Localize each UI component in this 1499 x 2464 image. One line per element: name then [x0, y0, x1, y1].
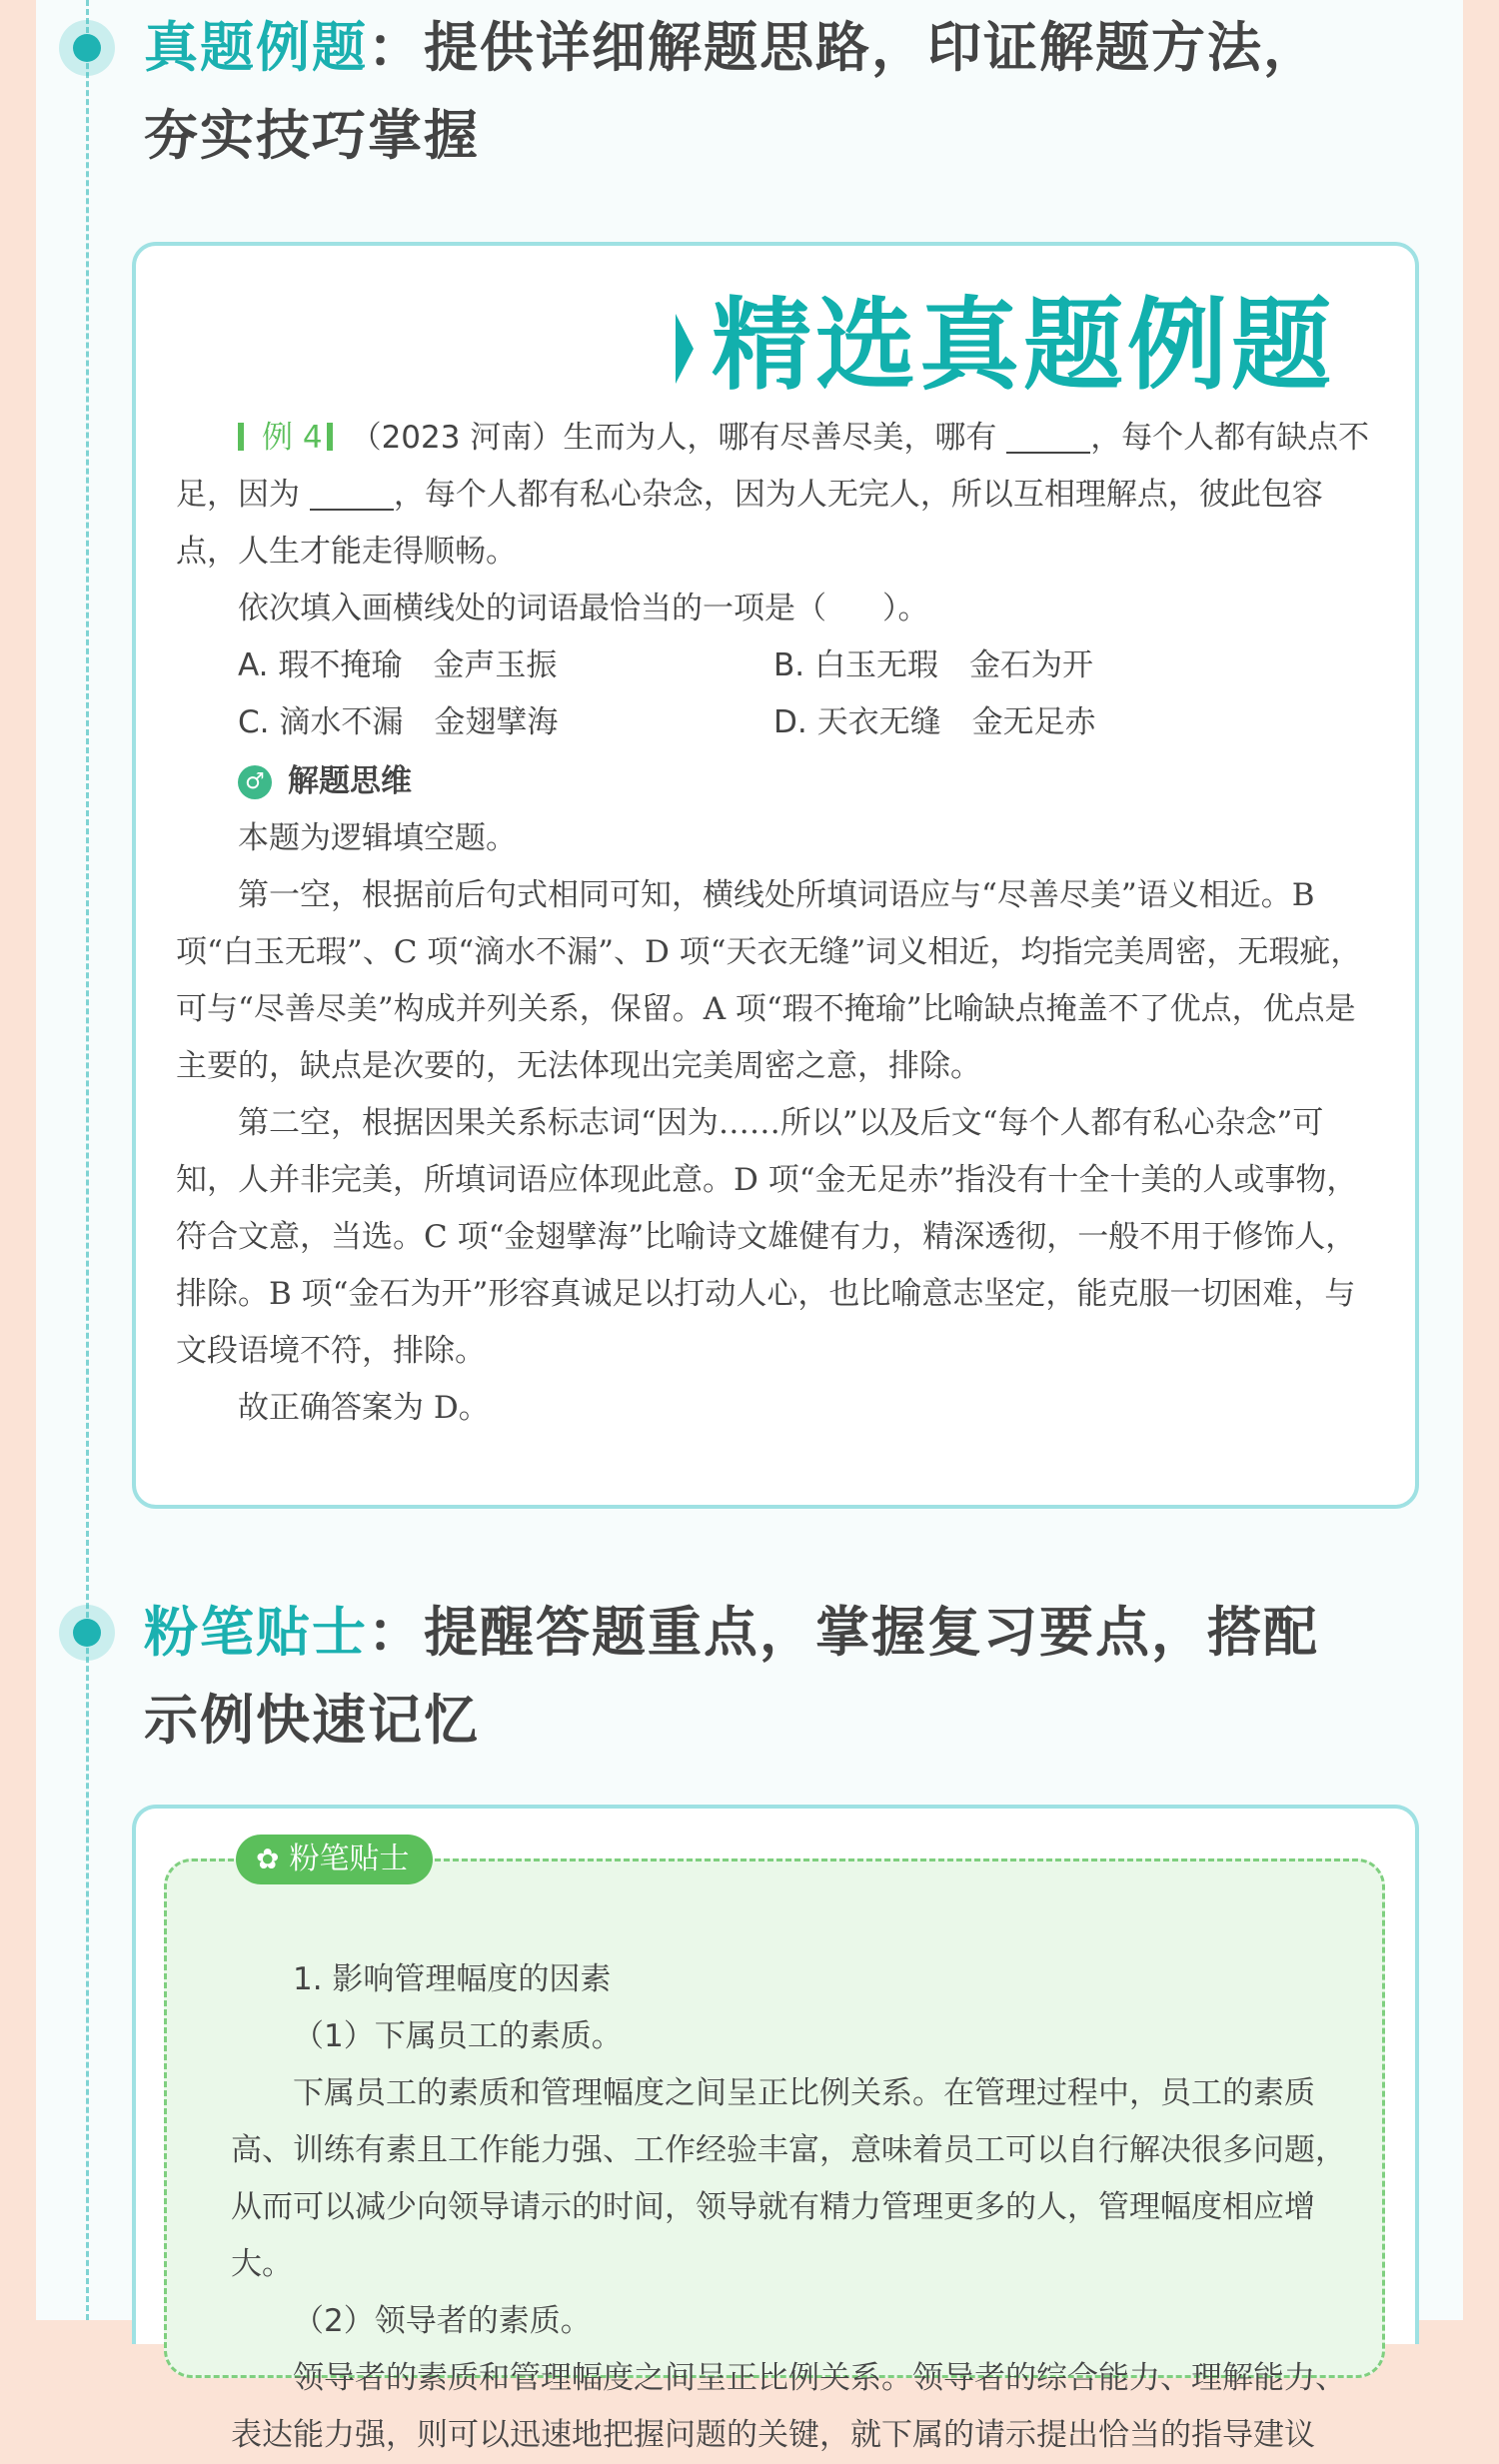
blank-line-2 [310, 479, 394, 511]
analysis-block [176, 810, 1373, 1437]
example-card-title: 精选真题例题 [712, 286, 1335, 406]
section-heading-accent: 粉笔贴士 [144, 1601, 368, 1664]
option-b: B. 白玉无瑕 金石为开 [773, 647, 1093, 683]
option-c: C. 滴水不漏 金翅擘海 [238, 704, 559, 740]
blank-line-1 [1006, 422, 1090, 454]
question-stem: 例 4 （2023 河南）生而为人，哪有尽善尽美，哪有 ，每个人都有缺点不足，因为 ，每个人都有私心杂念，因为人无完人，所以互相理解点，彼此包容点，人生才能走得顺畅。 [176, 420, 1370, 570]
option-d: D. 天衣无缝 金无足赤 [773, 704, 1096, 740]
thinking-header [238, 753, 1373, 810]
section-heading-line2: 夯实技巧掌握 [144, 104, 480, 167]
tips-body [231, 1951, 1366, 2464]
title-arrow-icon [676, 314, 690, 384]
section-heading-tips: 粉笔贴士：提醒答题重点，掌握复习要点，搭配 示例快速记忆 [144, 1601, 1319, 1752]
tips-label-badge: ✿ 粉笔贴士 [236, 1835, 433, 1884]
timeline-dotted-line [86, 0, 89, 2320]
tips-card [132, 1805, 1419, 2453]
analysis-paragraph: 第二空，根据因果关系标志词“因为……所以”以及后文“每个人都有私心杂念”可知，人并非完美，所填词语应体现此意。D 项“金无足赤”指没有十全十美的人或事物，符合文意，当选。C 项“金翅擘海”比喻诗文雄健有力，精深透彻，一般不用于修饰人，排除。B 项“金石为开”形容真诚足以打动人心，也比喻意志坚定，能克服一切困难，与文段语境不符，排除。 [176, 1105, 1358, 1369]
section-bullet-icon [59, 1605, 115, 1661]
section-heading-examples: 真题例题：提供详细解题思路，印证解题方法， 夯实技巧掌握 [144, 16, 1319, 167]
analysis-paragraph: 故正确答案为 D。 [238, 1390, 490, 1426]
tips-line: （2）领导者的素质。 [293, 2303, 592, 2339]
example-card [132, 242, 1419, 1509]
section-heading-accent: 真题例题 [144, 16, 368, 79]
options-grid [238, 637, 1373, 751]
option-a: A. 瑕不掩瑜 金声玉振 [238, 647, 558, 683]
section-bullet-icon [59, 20, 115, 76]
tips-line: 领导者的素质和管理幅度之间呈正比例关系。领导者的综合能力、理解能力、表达能力强，则可以迅速地把握问题的关键，就下属的请示提出恰当的指导建议 [231, 2360, 1346, 2453]
example-tag: 例 4 [262, 420, 323, 456]
analysis-paragraph: 本题为逻辑填空题。 [238, 820, 517, 856]
section-heading-text: 提供详细解题思路，印证解题方法， [424, 16, 1319, 79]
page [36, 0, 1463, 2453]
section-heading-text: 提醒答题重点，掌握复习要点，搭配 [424, 1601, 1319, 1664]
tips-dashed-box [164, 1858, 1385, 2453]
thinking-label: 解题思维 [288, 763, 412, 799]
question-prompt: 依次填入画横线处的词语最恰当的一项是（ ）。 [238, 591, 929, 626]
question-body [176, 410, 1373, 1437]
section-heading-line2: 示例快速记忆 [144, 1689, 480, 1752]
tips-line: 下属员工的素质和管理幅度之间呈正比例关系。在管理过程中，员工的素质高、训练有素且工作能力强、工作经验丰富，意味着员工可以自行解决很多问题，从而可以减少向领导请示的时间，领导就有精力管理更多的人，管理幅度相应增大。 [231, 2075, 1346, 2282]
tag-bar-right [327, 423, 333, 451]
tips-line: 1. 影响管理幅度的因素 [293, 1961, 612, 1997]
tips-line: （1）下属员工的素质。 [293, 2018, 623, 2054]
tag-bar-left [238, 423, 244, 451]
analysis-paragraph: 第一空，根据前后句式相同可知，横线处所填词语应与“尽善尽美”语义相近。B 项“白玉无瑕”、C 项“滴水不漏”、D 项“天衣无缝”词义相近，均指完美周密，无瑕疵，可与“尽善尽美”构成并列关系，保留。A 项“瑕不掩瑜”比喻缺点掩盖不了优点，优点是主要的，缺点是次要的，无法体现出完美周密之意，排除。 [176, 877, 1362, 1084]
lightbulb-icon: ♂ [238, 765, 272, 799]
flower-icon: ✿ [256, 1843, 280, 1875]
